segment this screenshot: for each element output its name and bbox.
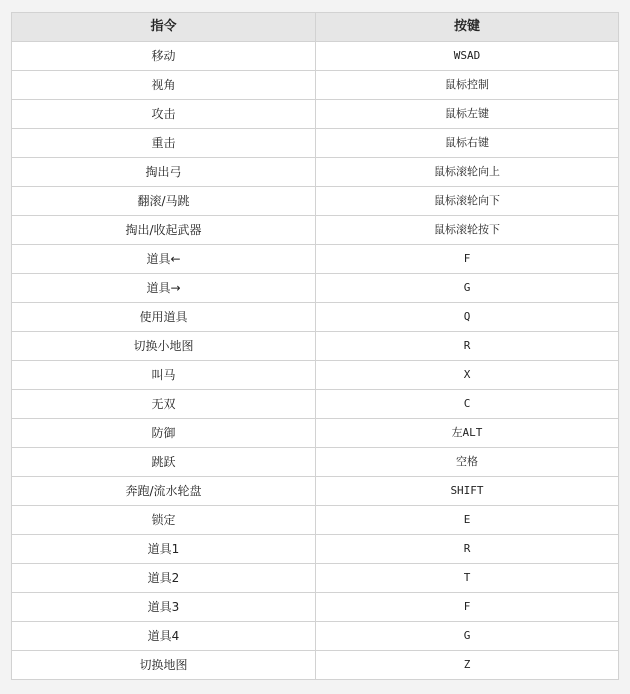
table-row <box>12 303 619 332</box>
table-row <box>12 506 619 535</box>
command-cell: 使用道具 <box>12 303 316 332</box>
table-body <box>12 42 619 680</box>
key-cell: WSAD <box>316 42 619 71</box>
command-cell: 移动 <box>12 42 316 71</box>
table-row <box>12 100 619 129</box>
table-row <box>12 593 619 622</box>
command-cell: 道具2 <box>12 564 316 593</box>
header-command: 指令 <box>12 13 316 42</box>
keybinding-table-container <box>11 12 618 680</box>
command-cell: 跳跃 <box>12 448 316 477</box>
command-cell: 锁定 <box>12 506 316 535</box>
table-row <box>12 361 619 390</box>
table-row <box>12 651 619 680</box>
command-cell: 道具1 <box>12 535 316 564</box>
command-cell: 道具← <box>12 245 316 274</box>
key-cell: X <box>316 361 619 390</box>
table-row <box>12 71 619 100</box>
key-cell: Z <box>316 651 619 680</box>
key-cell: C <box>316 390 619 419</box>
command-cell: 切换地图 <box>12 651 316 680</box>
key-cell: 空格 <box>316 448 619 477</box>
key-cell: Q <box>316 303 619 332</box>
command-cell: 无双 <box>12 390 316 419</box>
table-row <box>12 535 619 564</box>
header-key: 按键 <box>316 13 619 42</box>
command-cell: 掏出/收起武器 <box>12 216 316 245</box>
command-cell: 道具→ <box>12 274 316 303</box>
table-row <box>12 332 619 361</box>
command-cell: 道具4 <box>12 622 316 651</box>
key-cell: 鼠标滚轮向上 <box>316 158 619 187</box>
key-cell: 左ALT <box>316 419 619 448</box>
command-cell: 视角 <box>12 71 316 100</box>
key-cell: SHIFT <box>316 477 619 506</box>
key-cell: 鼠标滚轮按下 <box>316 216 619 245</box>
table-row <box>12 42 619 71</box>
key-cell: 鼠标控制 <box>316 71 619 100</box>
key-cell: F <box>316 245 619 274</box>
table-row <box>12 216 619 245</box>
command-cell: 奔跑/流水轮盘 <box>12 477 316 506</box>
table-header <box>12 13 619 42</box>
table-row <box>12 477 619 506</box>
key-cell: E <box>316 506 619 535</box>
command-cell: 掏出弓 <box>12 158 316 187</box>
table-row <box>12 187 619 216</box>
key-cell: R <box>316 535 619 564</box>
table-row <box>12 129 619 158</box>
key-cell: R <box>316 332 619 361</box>
key-cell: 鼠标左键 <box>316 100 619 129</box>
command-cell: 叫马 <box>12 361 316 390</box>
table-row <box>12 448 619 477</box>
table-row <box>12 419 619 448</box>
command-cell: 翻滚/马跳 <box>12 187 316 216</box>
command-cell: 切换小地图 <box>12 332 316 361</box>
command-cell: 重击 <box>12 129 316 158</box>
command-cell: 防御 <box>12 419 316 448</box>
key-cell: F <box>316 593 619 622</box>
key-cell: G <box>316 622 619 651</box>
key-cell: 鼠标右键 <box>316 129 619 158</box>
keybinding-table <box>11 12 619 680</box>
command-cell: 道具3 <box>12 593 316 622</box>
key-cell: T <box>316 564 619 593</box>
table-row <box>12 274 619 303</box>
table-row <box>12 622 619 651</box>
header-row <box>12 13 619 42</box>
table-row <box>12 245 619 274</box>
table-row <box>12 390 619 419</box>
key-cell: G <box>316 274 619 303</box>
table-row <box>12 564 619 593</box>
command-cell: 攻击 <box>12 100 316 129</box>
key-cell: 鼠标滚轮向下 <box>316 187 619 216</box>
table-row <box>12 158 619 187</box>
